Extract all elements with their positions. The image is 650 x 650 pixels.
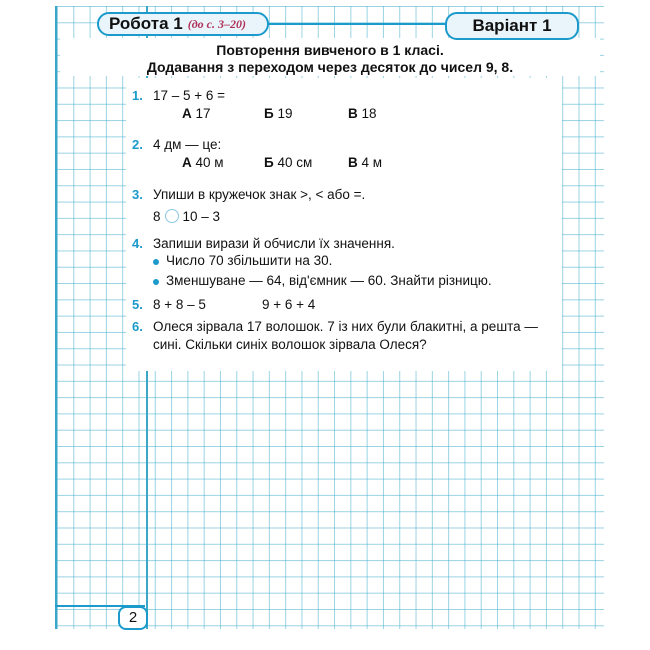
task-number-3: 3. [132,187,143,202]
sign-circle[interactable] [165,209,179,223]
task-number-4: 4. [132,236,143,251]
task-number-5: 5. [132,297,143,312]
task-2-option-c [348,155,382,170]
option-value: 40 м [195,155,224,170]
task-5-expression-2: 9 + 6 + 4 [262,297,316,312]
task-3-comparison [153,209,220,224]
task-4-bullet-1: Число 70 збільшити на 30. [166,253,333,268]
title-line-2: Додавання з переходом через десяток до чисел 9, 8. [146,59,514,75]
variant-badge [445,12,579,40]
option-value: 19 [277,106,293,121]
comparison-left: 8 [153,209,161,224]
option-letter: Б [264,155,274,170]
task-3-text: Упиши в кружечок знак >, < або =. [153,187,366,202]
header-rule [268,23,446,25]
task-1-text: 17 – 5 + 6 = [153,88,226,103]
option-value: 18 [361,106,377,121]
title-line-1: Повторення вивченого в 1 класі. [216,42,444,58]
task-number-1: 1. [132,88,143,103]
option-letter: А [182,106,192,121]
work-pages: (до с. 3–20) [187,16,247,31]
comparison-right: 10 – 3 [182,209,221,224]
option-value: 17 [195,106,211,121]
bullet-dot [153,279,159,285]
work-badge [97,12,269,36]
task-number-6: 6. [132,319,143,334]
task-1-option-b [264,106,293,121]
task-1-option-c [348,106,377,121]
option-letter: В [348,155,358,170]
task-5-expression-1: 8 + 8 – 5 [153,297,206,312]
page-number: 2 [118,606,148,630]
option-value: 40 см [277,155,313,170]
option-value: 4 м [361,155,383,170]
task-2-option-a [182,155,224,170]
task-2-text: 4 дм — це: [153,137,222,152]
task-number-2: 2. [132,137,143,152]
task-4-bullet-2: Зменшуване — 64, від'ємник — 60. Знайти різницю. [166,273,492,288]
variant-label: Варіант 1 [472,16,552,35]
task-1-option-a [182,106,211,121]
work-label: Робота 1 [109,14,183,33]
option-letter: В [348,106,358,121]
task-6-line-2: сині. Скільки синіх волошок зірвала Олеся? [153,337,427,352]
task-2-option-b [264,155,312,170]
task-6-line-1: Олеся зірвала 17 волошок. 7 із них були блакитні, а решта — [153,319,538,334]
bullet-dot [153,259,159,265]
option-letter: А [182,155,192,170]
option-letter: Б [264,106,274,121]
task-4-text: Запиши вирази й обчисли їх значення. [153,236,395,251]
